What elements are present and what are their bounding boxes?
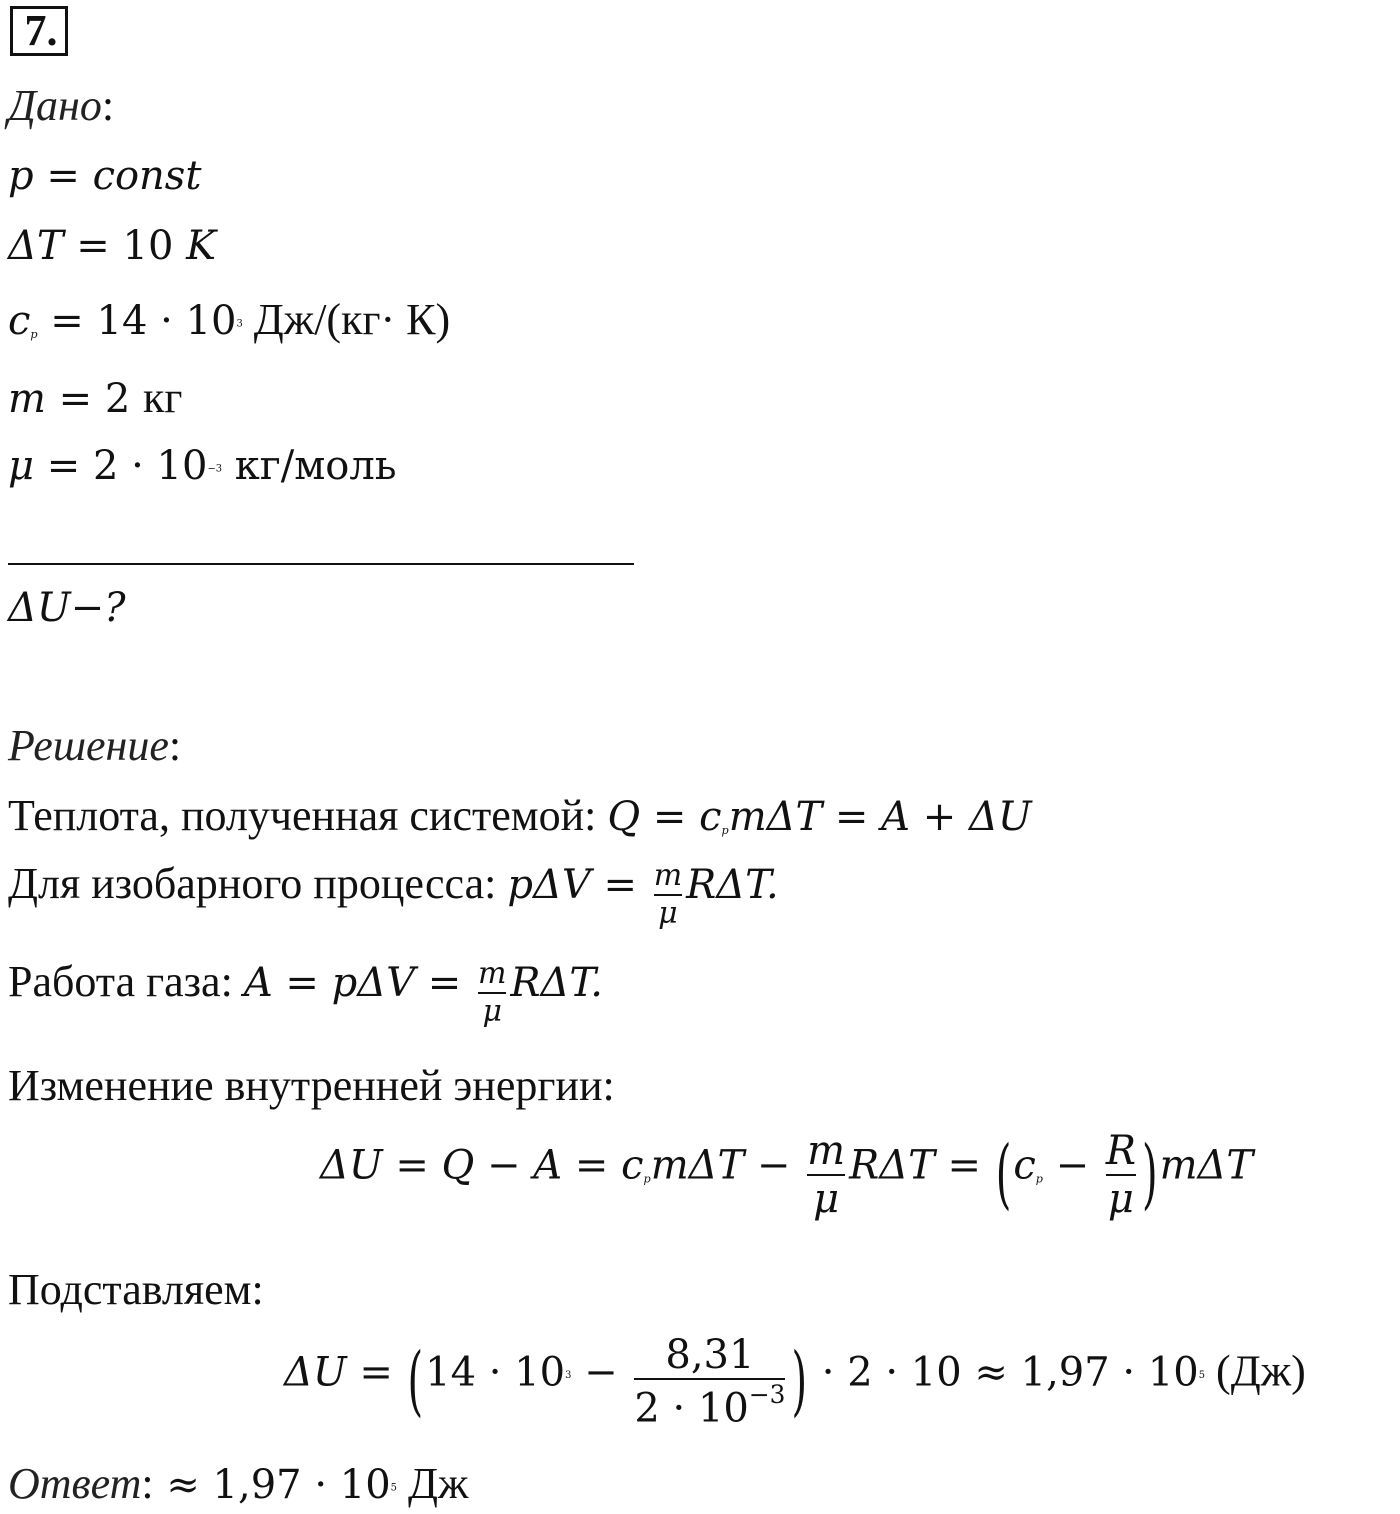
line1-math-sub: p <box>721 823 729 837</box>
line2-math-b: RΔT. <box>686 862 779 909</box>
eq1-frac1-den: μ <box>813 1176 840 1222</box>
solution-label: Решение <box>8 721 169 770</box>
eq1-close-paren: ) <box>1141 1131 1158 1219</box>
eq2-unit: (Дж) <box>1205 1346 1306 1396</box>
p-symbol: p <box>8 153 34 199</box>
line3-math-b: RΔT. <box>510 960 603 1007</box>
line2-fraction <box>654 860 682 929</box>
line3-frac-num: m <box>477 956 507 991</box>
m-symbol: m <box>8 376 46 422</box>
cp-sub: p <box>30 327 38 341</box>
eq2-open-paren: ( <box>407 1338 424 1426</box>
given-colon: : <box>101 81 115 130</box>
solution-line-4 <box>8 1061 615 1110</box>
equation-substitution <box>284 1334 1306 1430</box>
eq2-frac-num: 8,31 <box>665 1332 755 1378</box>
given-divider <box>8 563 634 565</box>
answer-label: Ответ <box>8 1459 142 1508</box>
given-cp <box>8 295 451 344</box>
solution-heading <box>8 721 182 770</box>
dt-symbol: ΔT <box>8 223 64 269</box>
solution-line-1 <box>8 791 1032 840</box>
line4-text: Изменение внутренней энергии: <box>8 1061 615 1110</box>
eq1-a: ΔU = Q − A = c <box>320 1142 644 1189</box>
answer-unit: Дж <box>396 1459 469 1508</box>
cp-unit: Дж/(кг· К) <box>242 295 451 344</box>
given-molar-mass <box>8 443 397 489</box>
cp-exp: 3 <box>236 318 243 330</box>
eq2-d: · 2 · 10 ≈ 1,97 · 10 <box>809 1349 1199 1396</box>
eq1-open-paren: ( <box>995 1131 1012 1219</box>
mu-exp: −3 <box>207 463 223 475</box>
eq1-d: c <box>1013 1142 1036 1189</box>
dt-eq: = <box>63 223 123 269</box>
eq1-b: mΔT − <box>650 1142 804 1189</box>
solution-line-2 <box>8 860 779 929</box>
eq2-b-exp: 3 <box>565 1370 572 1382</box>
eq2-close-paren: ) <box>791 1338 808 1426</box>
eq2-a: ΔU = <box>284 1349 406 1396</box>
given-label: Дано <box>8 81 102 130</box>
solution-line-5 <box>8 1265 264 1314</box>
eq1-sub2: p <box>1035 1172 1043 1186</box>
mu-symbol: μ <box>8 443 34 489</box>
eq2-fraction <box>634 1334 785 1430</box>
answer-value: ≈ 1,97 · 10 <box>153 1462 391 1508</box>
m-unit: кг <box>143 373 183 422</box>
answer-colon: : <box>141 1459 154 1508</box>
given-delta-t <box>8 223 217 269</box>
line3-frac-den: μ <box>482 993 502 1029</box>
solution-colon: : <box>168 721 182 770</box>
find-line <box>8 585 126 631</box>
line1-math-a: Q = c <box>607 794 722 840</box>
eq1-e: − <box>1042 1142 1102 1189</box>
eq2-c: − <box>571 1349 631 1396</box>
line2-frac-den: μ <box>658 895 678 931</box>
eq1-fraction-1 <box>807 1130 845 1220</box>
eq2-frac-den: 2 · 10 <box>634 1385 749 1432</box>
eq2-d-exp: 5 <box>1198 1370 1206 1382</box>
answer-exp: 5 <box>390 1482 397 1494</box>
equation-delta-u <box>320 1130 1253 1220</box>
eq2-frac-den-exp: −3 <box>748 1380 786 1409</box>
p-rhs: const <box>92 153 202 199</box>
problem-number: 7. <box>10 6 68 56</box>
eq1-f: mΔT <box>1159 1142 1254 1189</box>
p-eq: = <box>33 153 93 199</box>
dt-unit: K <box>186 223 217 269</box>
line2-text: Для изобарного процесса: <box>8 859 508 909</box>
line2-math-a: pΔV = <box>507 862 650 909</box>
line1-text: Теплота, полученная системой: <box>8 791 608 840</box>
eq1-frac2-num: R <box>1105 1128 1136 1174</box>
eq1-frac1-num: m <box>807 1128 846 1174</box>
eq2-b: 14 · 10 <box>425 1349 566 1396</box>
eq1-frac2-den: μ <box>1107 1176 1134 1222</box>
mu-value: = 2 · 10 <box>34 443 208 489</box>
line3-fraction <box>478 958 506 1027</box>
find-quantity: ΔU−? <box>8 585 126 631</box>
cp-value: = 14 · 10 <box>37 298 237 344</box>
line1-math-b: mΔT = A + ΔU <box>728 794 1032 840</box>
eq2-frac-den-wrap <box>634 1382 785 1430</box>
eq1-c: RΔT = <box>849 1142 994 1189</box>
given-mass <box>8 373 183 422</box>
answer-line <box>8 1459 469 1508</box>
mu-unit: кг/моль <box>222 443 397 489</box>
solution-line-3 <box>8 958 603 1027</box>
line2-frac-num: m <box>653 858 683 893</box>
eq1-fraction-2 <box>1106 1130 1136 1220</box>
given-pressure <box>8 153 202 199</box>
dt-value: 10 <box>122 223 187 269</box>
line3-text: Работа газа: <box>8 957 244 1007</box>
cp-symbol: c <box>8 298 31 344</box>
line5-text: Подставляем: <box>8 1265 264 1314</box>
given-heading <box>8 81 115 130</box>
eq1-sub1: p <box>643 1172 651 1186</box>
m-value: = 2 <box>45 376 144 422</box>
line3-math-a: A = pΔV = <box>243 960 474 1007</box>
